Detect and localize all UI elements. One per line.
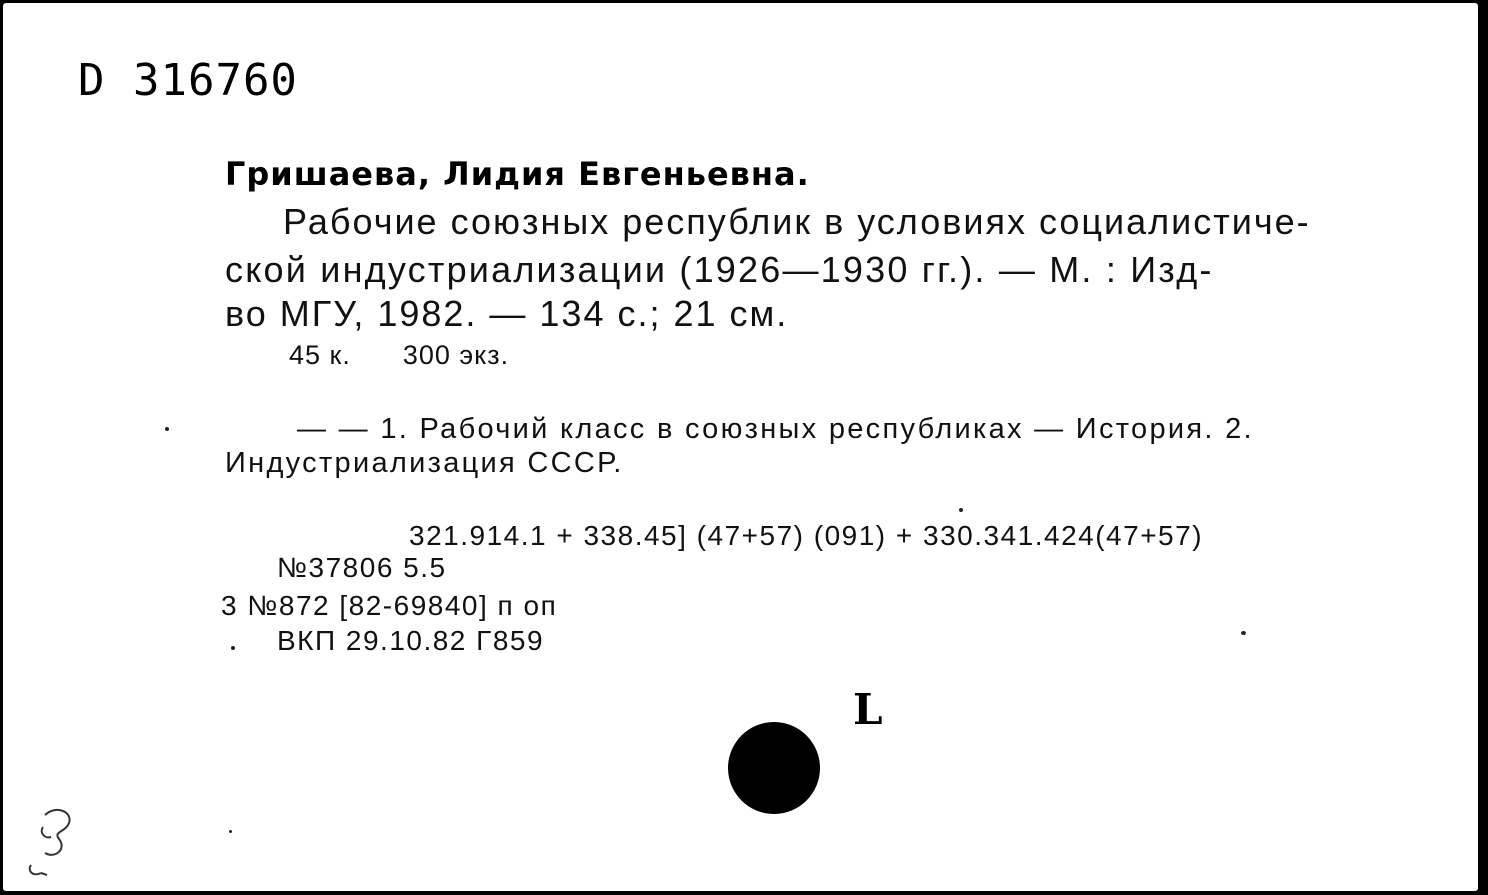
title-line-3: во МГУ, 1982. — 134 с.; 21 см. (225, 293, 789, 334)
dust-speck (231, 646, 235, 650)
copies: 300 экз. (402, 340, 510, 370)
corner-mark: L (853, 685, 883, 734)
dust-speck (959, 508, 963, 512)
subject-line-2: Индустриализация СССР. (225, 447, 624, 479)
record-number: №37806 5.5 (277, 552, 447, 583)
classification-codes: 321.914.1 + 338.45] (47+57) (091) + 330.341.424(47+57) (409, 520, 1204, 551)
price-copies-line (289, 340, 509, 371)
subject-line-1: — — 1. Рабочий класс в союзных республиках — История. 2. (297, 413, 1254, 445)
registration-line: ВКП 29.10.82 Г859 (277, 625, 545, 656)
price: 45 к. (289, 340, 351, 370)
title-line-2: ской индустриализации (1926—1930 гг.). — М. : Изд- (225, 249, 1214, 290)
handwritten-mark (25, 803, 95, 883)
catalog-card (3, 3, 1478, 891)
dust-speck (1241, 631, 1246, 635)
dust-speck (165, 427, 169, 431)
call-number: D 316760 (78, 55, 298, 106)
author-heading: Гришаева, Лидия Евгеньевна. (225, 155, 810, 193)
dust-speck (229, 830, 232, 833)
punch-hole (728, 722, 820, 814)
title-line-1: Рабочие союзных республик в условиях социалистиче- (283, 201, 1311, 242)
order-line: 3 №872 [82-69840] п оп (221, 590, 558, 621)
